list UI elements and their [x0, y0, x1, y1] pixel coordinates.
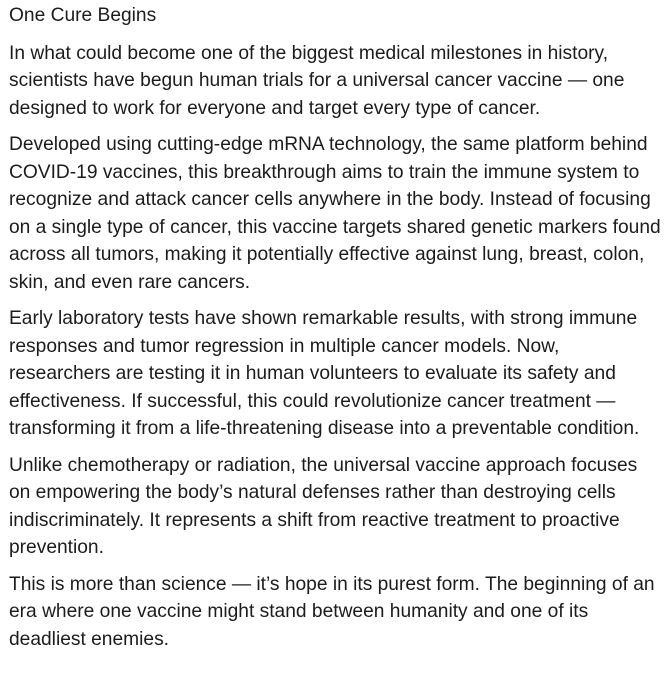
post-paragraph-1: In what could become one of the biggest medical milestones in history, scientists have begun human trials for a universal cancer vaccine — one designed to work for everyone and target every type of cancer. [9, 42, 625, 119]
post-paragraph-2: Developed using cutting-edge mRNA technology, the same platform behind COVID-19 vaccines, this breakthrough aims to train the immune system to recognize and attack cancer cells anywhere in the body. Instead of focusing on a single type of cancer, this vaccine targets shared genetic markers found across all tumors, making it potentially effective against lung, breast, colon, skin, and even rare cancers. [9, 134, 661, 293]
post-title: One Cure Begins [9, 5, 157, 26]
post-body [9, 2, 661, 653]
post-paragraph-4: Unlike chemotherapy or radiation, the universal vaccine approach focuses on empowering the body’s natural defenses rather than destroying cells indiscriminately. It represents a shift from reactive treatment to proactive prevention. [9, 454, 638, 558]
post-paragraph-5: This is more than science — it’s hope in its purest form. The beginning of an era where one vaccine might stand between humanity and one of its deadliest enemies. [9, 573, 655, 650]
post-paragraph-3: Early laboratory tests have shown remarkable results, with strong immune responses and tumor regression in multiple cancer models. Now, researchers are testing it in human volunteers to evaluate its safety and effectiveness. If successful, this could revolutionize cancer treatment — transforming it from a life-threatening disease into a preventable condition. [9, 308, 640, 439]
